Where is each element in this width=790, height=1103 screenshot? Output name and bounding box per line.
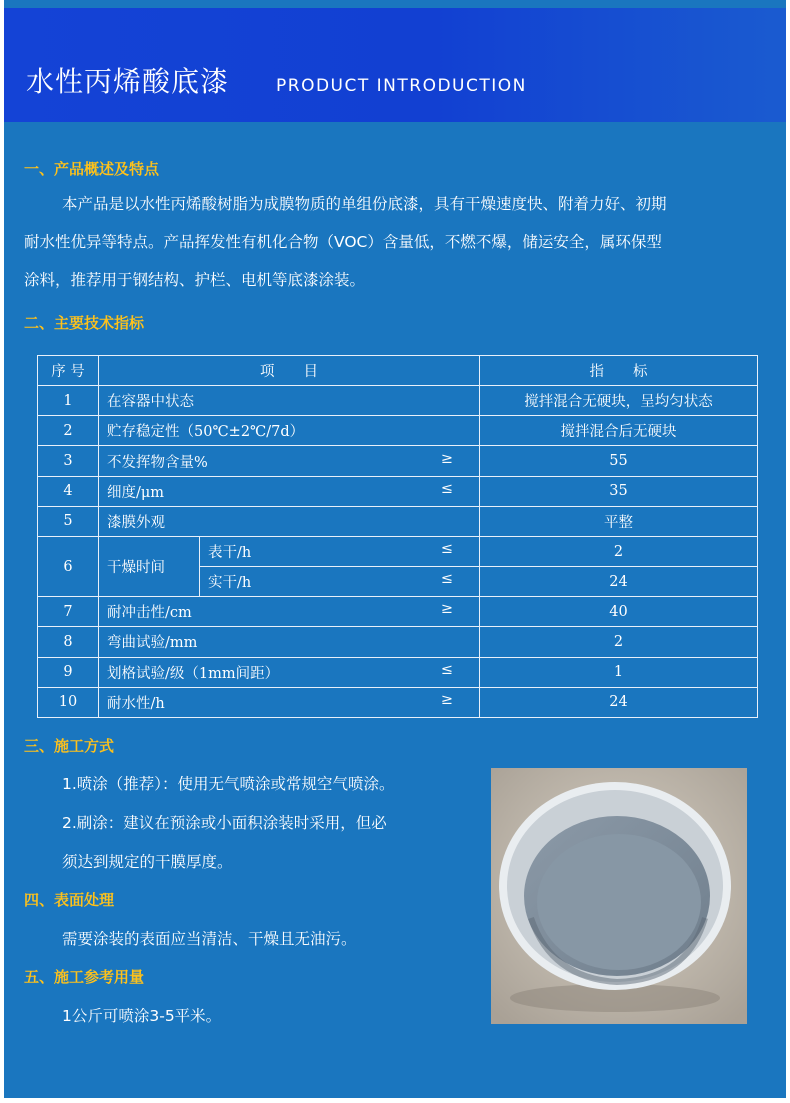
table-row	[38, 506, 758, 536]
coverage-line: 1公斤可喷涂3-5平米。	[62, 1007, 222, 1025]
product-bucket-image	[491, 768, 747, 1024]
overview-line: 涂料，推荐用于钢结构、护栏、电机等底漆涂装。	[24, 271, 366, 289]
table-row	[38, 476, 758, 506]
row-operator: ≤	[440, 661, 453, 678]
row-value: 24	[480, 687, 758, 717]
row-subitem: 表干/h ≤	[200, 536, 480, 566]
section-title-application: 三、施工方式	[24, 737, 115, 755]
row-no: 9	[38, 657, 99, 687]
table-row	[38, 597, 758, 627]
overview-line: 耐水性优异等特点。产品挥发性有机化合物（VOC）含量低，不燃不爆，储运安全，属环保型	[24, 233, 662, 251]
table-row	[38, 536, 758, 566]
table-header-row	[38, 356, 758, 386]
row-operator: ≤	[440, 480, 453, 497]
section-title-surface: 四、表面处理	[24, 891, 115, 909]
row-no: 1	[38, 386, 99, 416]
table-row	[38, 657, 758, 687]
row-value: 40	[480, 597, 758, 627]
row-no: 3	[38, 446, 99, 476]
application-line: 2.刷涂：建议在预涂或小面积涂装时采用，但必	[62, 814, 387, 832]
product-title: 水性丙烯酸底漆	[26, 65, 230, 98]
row-value: 搅拌混合无硬块，呈均匀状态	[480, 386, 758, 416]
row-item: 划格试验/级（1mm间距） ≤	[99, 657, 480, 687]
row-subitem: 实干/h ≤	[200, 567, 480, 597]
row-item: 不发挥物含量% ≥	[99, 446, 480, 476]
row-value: 55	[480, 446, 758, 476]
row-group-dry-time: 干燥时间	[99, 536, 200, 596]
product-introduction-label: PRODUCT INTRODUCTION	[276, 76, 527, 96]
row-operator: ≥	[440, 450, 453, 467]
row-item: 耐冲击性/cm ≥	[99, 597, 480, 627]
row-no: 6	[38, 536, 99, 596]
row-value: 2	[480, 627, 758, 657]
row-no: 8	[38, 627, 99, 657]
row-operator: ≥	[440, 691, 453, 708]
overview-paragraph	[24, 185, 774, 299]
application-line: 须达到规定的干膜厚度。	[62, 853, 233, 871]
row-item: 漆膜外观	[99, 506, 480, 536]
section-title-overview: 一、产品概述及特点	[24, 160, 160, 178]
row-value: 1	[480, 657, 758, 687]
row-value: 35	[480, 476, 758, 506]
row-no: 10	[38, 687, 99, 717]
row-value: 搅拌混合后无硬块	[480, 416, 758, 446]
row-value: 2	[480, 536, 758, 566]
table-row	[38, 386, 758, 416]
table-row	[38, 416, 758, 446]
row-operator: ≥	[440, 601, 453, 618]
page-panel	[4, 0, 786, 1098]
table-row	[38, 627, 758, 657]
spec-table	[37, 355, 757, 718]
row-no: 5	[38, 506, 99, 536]
section-title-specs: 二、主要技术指标	[24, 314, 145, 332]
row-item: 在容器中状态	[99, 386, 480, 416]
surface-line: 需要涂装的表面应当清洁、干燥且无油污。	[62, 930, 357, 948]
row-item: 贮存稳定性（50℃±2℃/7d）	[99, 416, 480, 446]
row-operator: ≤	[440, 541, 453, 558]
table-row	[38, 687, 758, 717]
row-item: 弯曲试验/mm	[99, 627, 480, 657]
row-item: 细度/μm ≤	[99, 476, 480, 506]
row-value: 24	[480, 567, 758, 597]
row-item: 耐水性/h ≥	[99, 687, 480, 717]
header-no: 序 号	[38, 356, 99, 386]
row-no: 4	[38, 476, 99, 506]
header-value: 指 标	[480, 356, 758, 386]
row-value: 平整	[480, 506, 758, 536]
row-no: 7	[38, 597, 99, 627]
header-banner	[4, 8, 786, 122]
section-title-coverage: 五、施工参考用量	[24, 968, 145, 986]
paint-bucket-illustration	[491, 768, 747, 1024]
table-row	[38, 446, 758, 476]
overview-line: 本产品是以水性丙烯酸树脂为成膜物质的单组份底漆，具有干燥速度快、附着力好、初期	[62, 195, 667, 213]
header-item: 项 目	[99, 356, 480, 386]
application-line: 1.喷涂（推荐）：使用无气喷涂或常规空气喷涂。	[62, 775, 395, 793]
row-operator: ≤	[440, 571, 453, 588]
row-no: 2	[38, 416, 99, 446]
